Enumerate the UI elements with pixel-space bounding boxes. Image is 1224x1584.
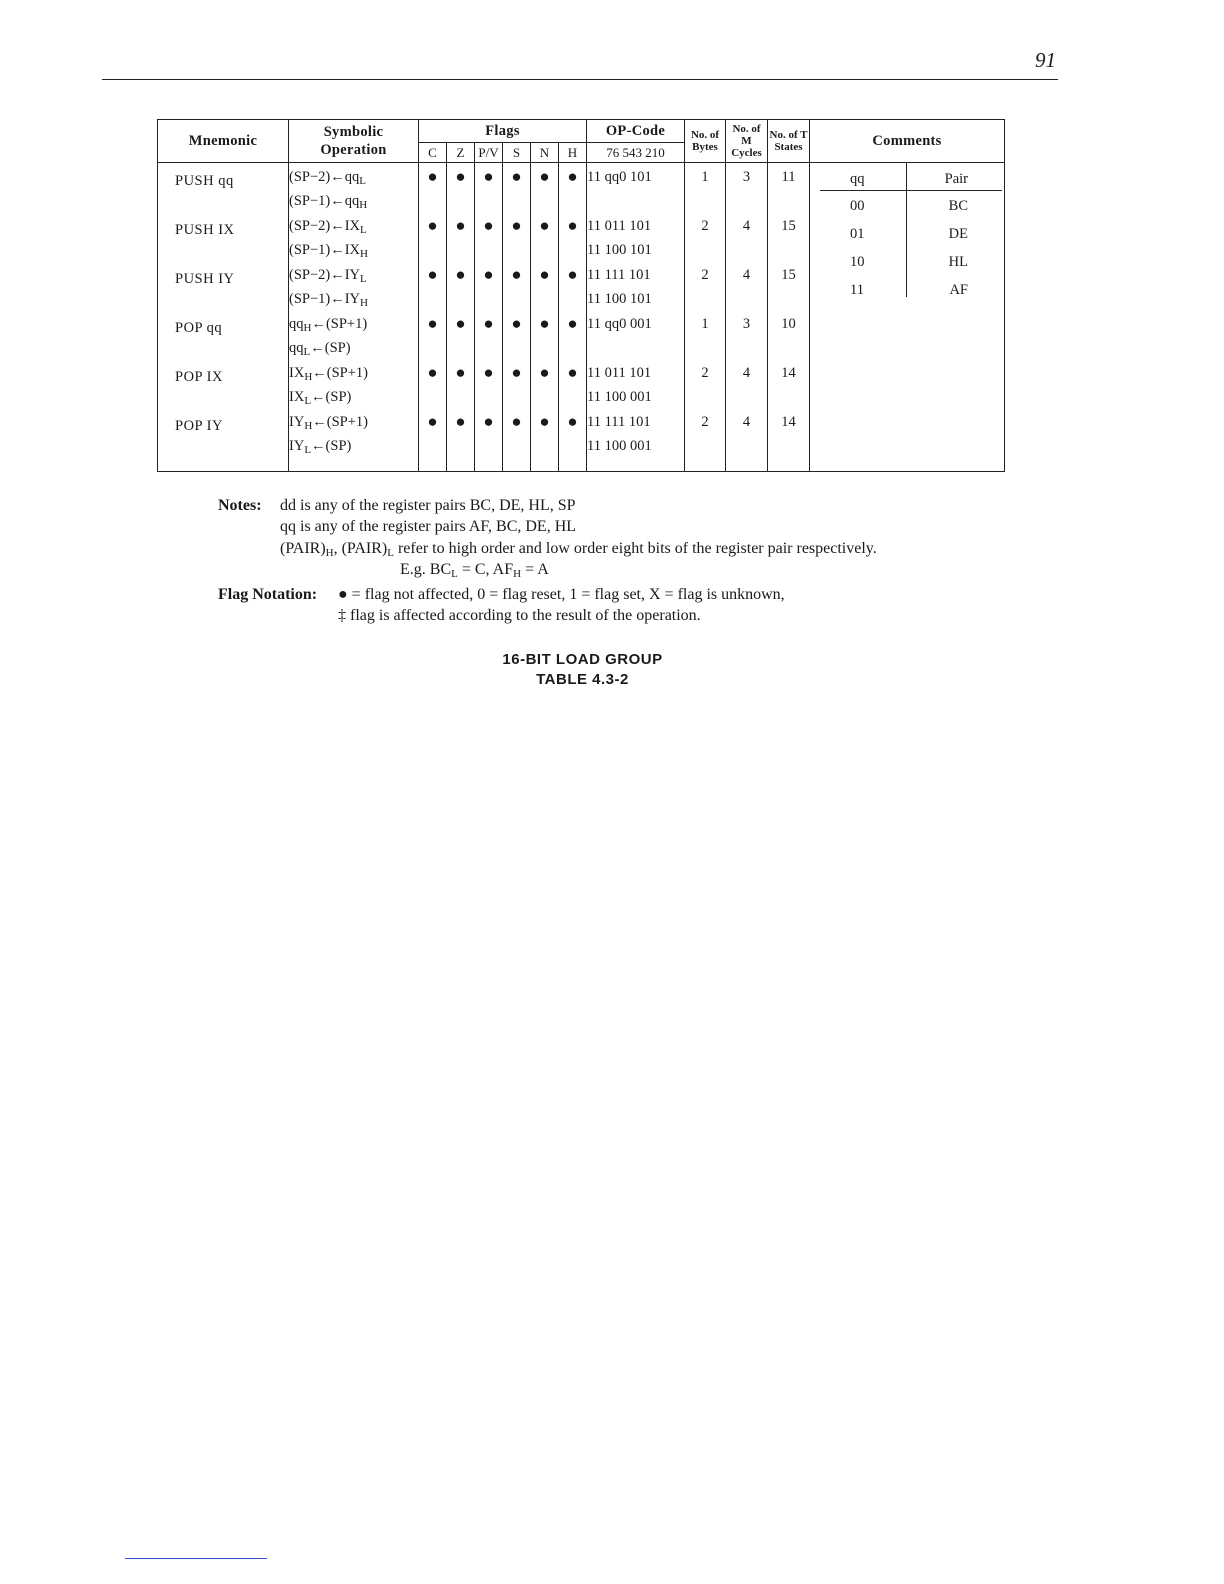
note-line-2: qq is any of the register pairs AF, BC, DE, HL [280, 518, 577, 535]
flag-group [503, 410, 530, 459]
m-cycles-column [726, 163, 768, 472]
mnemonic-group [175, 316, 288, 365]
instruction-table [157, 119, 1005, 472]
operation-group [289, 263, 418, 312]
bytes-value: 2 [701, 218, 709, 234]
flag-not-affected-icon: ● [567, 412, 578, 431]
flag-not-affected-icon: ● [539, 412, 550, 431]
m-group [726, 312, 767, 361]
opcode-line: 11 011 101 [587, 218, 652, 234]
m-group [726, 165, 767, 214]
bytes-value: 1 [701, 169, 709, 185]
opcode-line: 11 011 101 [587, 365, 652, 381]
flag-group [447, 361, 474, 410]
t-value: 14 [781, 365, 796, 381]
flag-not-affected-icon: ● [483, 412, 494, 431]
mnemonic-text: PUSH qq [175, 173, 234, 189]
t-group [768, 263, 809, 312]
header-comments: Comments [810, 120, 1005, 163]
qq-code: 11 [820, 275, 907, 297]
flag-group [475, 165, 502, 214]
flag-group [559, 263, 586, 312]
m-value: 3 [742, 316, 751, 332]
opcode-line: 11 100 001 [587, 389, 652, 406]
flag-group [559, 361, 586, 410]
flag-group [475, 263, 502, 312]
qq-code: 01 [820, 219, 907, 247]
t-value: 11 [781, 169, 796, 185]
flag-group [503, 361, 530, 410]
flag-not-affected-icon: ● [539, 265, 550, 284]
page-number: 91 [1035, 48, 1056, 72]
mnemonic-group [175, 218, 288, 267]
flag-group [419, 361, 446, 410]
flag-not-affected-icon: ● [455, 363, 466, 382]
flag-group [447, 263, 474, 312]
operation-group [289, 361, 418, 410]
flag-column-pv [475, 163, 503, 472]
bytes-value: 1 [701, 316, 709, 332]
t-value: 10 [781, 316, 796, 332]
bytes-group [685, 214, 725, 263]
flag-not-affected-icon: ● [427, 363, 438, 382]
flag-group [419, 165, 446, 214]
flag-not-affected-icon: ● [483, 363, 494, 382]
comments-column [810, 163, 1005, 472]
bytes-group [685, 165, 725, 214]
flag-group [559, 165, 586, 214]
header-opcode-bits: 76 543 210 [587, 143, 685, 163]
opcode-line: 11 100 001 [587, 438, 652, 455]
flag-not-affected-icon: ● [483, 314, 494, 333]
operation-line: $qq_H\leftarrow(SP+1)$ [289, 316, 368, 334]
m-group [726, 410, 767, 459]
header-symbolic-operation: Symbolic Operation [289, 120, 419, 163]
flag-group [531, 263, 558, 312]
table-caption [400, 650, 765, 690]
m-value: 4 [742, 414, 751, 430]
mnemonic-text: POP IX [175, 369, 223, 385]
flag-header-h: H [559, 143, 587, 163]
opcode-line: 11 111 101 [587, 414, 651, 430]
flag-group [531, 361, 558, 410]
flag-column-h [559, 163, 587, 472]
flag-group [559, 214, 586, 263]
flag-header-c: C [419, 143, 447, 163]
mnemonic-text: PUSH IX [175, 222, 235, 238]
operation-line: $(SP-1)\leftarrow qq_H$ [289, 193, 368, 212]
register-pair: DE [948, 226, 968, 242]
opcode-line: 11 100 101 [587, 291, 652, 308]
bytes-group [685, 410, 725, 459]
register-pair: BC [948, 198, 968, 214]
header-opcode: OP-Code [587, 120, 685, 143]
opcode-group [587, 361, 684, 410]
flag-group [503, 165, 530, 214]
flag-not-affected-icon: ● [511, 314, 522, 333]
m-value: 3 [742, 169, 751, 185]
flag-group [447, 312, 474, 361]
opcode-column [587, 163, 685, 472]
m-group [726, 214, 767, 263]
flag-group [447, 165, 474, 214]
flag-not-affected-icon: ● [427, 314, 438, 333]
register-pair: AF [949, 282, 968, 298]
flag-not-affected-icon: ● [455, 412, 466, 431]
flag-not-affected-icon: ● [483, 265, 494, 284]
operation-line: $(SP-2)\leftarrow IX_L$ [289, 218, 367, 236]
operation-line: $(SP-1)\leftarrow IY_H$ [289, 291, 368, 310]
opcode-group [587, 410, 684, 459]
opcode-line: 11 100 101 [587, 242, 652, 259]
flag-group [503, 263, 530, 312]
flag-group [475, 214, 502, 263]
note-line-4: E.g. $BC_L = C$, $AF_H = A$ [400, 561, 549, 580]
flag-not-affected-icon: ● [511, 363, 522, 382]
register-pair: HL [948, 254, 968, 270]
flag-group [559, 410, 586, 459]
operation-line: $(SP-2)\leftarrow IY_L$ [289, 267, 367, 285]
flag-not-affected-icon: ● [511, 216, 522, 235]
flag-not-affected-icon: ● [483, 167, 494, 186]
mnemonic-text: POP qq [175, 320, 223, 336]
operation-line: $IX_H\leftarrow(SP+1)$ [289, 365, 368, 383]
bytes-value: 2 [701, 365, 709, 381]
t-group [768, 361, 809, 410]
opcode-group [587, 312, 684, 361]
flag-not-affected-icon: ● [427, 216, 438, 235]
flag-not-affected-icon: ● [567, 314, 578, 333]
operation-group [289, 410, 418, 459]
flag-column-n [531, 163, 559, 472]
bytes-group [685, 312, 725, 361]
header-m-cycles: No. of M Cycles [726, 120, 768, 163]
note-line-1: dd is any of the register pairs BC, DE, HL, SP [280, 497, 576, 514]
operation-column [289, 163, 419, 472]
mnemonic-group [175, 267, 288, 316]
flag-not-affected-icon: ● [455, 314, 466, 333]
operation-group [289, 214, 418, 263]
bytes-group [685, 263, 725, 312]
flag-group [475, 312, 502, 361]
opcode-line: 11 111 101 [587, 267, 651, 283]
opcode-line [587, 189, 684, 213]
qq-pair-row [820, 219, 1002, 247]
flag-group [503, 312, 530, 361]
flag-not-affected-icon: ● [567, 265, 578, 284]
operation-line: $IX_L\leftarrow(SP)$ [289, 389, 352, 408]
operation-group [289, 165, 418, 214]
flag-group [475, 410, 502, 459]
t-group [768, 312, 809, 361]
qq-code: 10 [820, 247, 907, 275]
header-t-states: No. of T States [768, 120, 810, 163]
qq-header: qq [820, 163, 907, 190]
header-rule [102, 79, 1058, 80]
header-mnemonic: Mnemonic [158, 120, 289, 163]
mnemonic-text: POP IY [175, 418, 223, 434]
flag-group [447, 214, 474, 263]
qq-pair-row [820, 191, 1002, 219]
flag-not-affected-icon: ● [511, 265, 522, 284]
flag-not-affected-icon: ● [455, 167, 466, 186]
flag-group [419, 214, 446, 263]
opcode-group [587, 263, 684, 312]
flag-header-s: S [503, 143, 531, 163]
flag-column-s [503, 163, 531, 472]
qq-code: 00 [820, 191, 907, 219]
operation-line: $IY_L\leftarrow(SP)$ [289, 438, 352, 457]
flag-group [531, 312, 558, 361]
m-value: 4 [742, 365, 751, 381]
flag-not-affected-icon: ● [567, 216, 578, 235]
mnemonic-text: PUSH IY [175, 271, 235, 287]
mnemonic-column [158, 163, 289, 472]
opcode-line [587, 336, 684, 360]
flag-not-affected-icon: ● [455, 216, 466, 235]
caption-title: 16-BIT LOAD GROUP [502, 651, 663, 668]
flag-notation-line-2: ‡ flag is affected according to the result of the operation. [338, 607, 701, 624]
t-group [768, 410, 809, 459]
flag-column-z [447, 163, 475, 472]
m-group [726, 263, 767, 312]
operation-line: $(SP-2)\leftarrow qq_L$ [289, 169, 366, 187]
t-states-column [768, 163, 810, 472]
flag-group [475, 361, 502, 410]
opcode-line: 11 qq0 101 [587, 169, 652, 185]
flag-not-affected-icon: ● [539, 363, 550, 382]
qq-pair-row [820, 275, 1002, 303]
flag-column-c [419, 163, 447, 472]
flag-group [419, 410, 446, 459]
flag-notation-label: Flag Notation: [218, 586, 318, 603]
operation-line: $IY_H\leftarrow(SP+1)$ [289, 414, 368, 432]
footer-rule [125, 1558, 267, 1559]
flag-group [531, 165, 558, 214]
flag-notation-line-1: ● = flag not affected, 0 = flag reset, 1 = flag set, X = flag is unknown, [338, 586, 785, 603]
t-group [768, 214, 809, 263]
t-value: 15 [781, 218, 796, 234]
flag-group [503, 214, 530, 263]
m-group [726, 361, 767, 410]
qq-pair-header [820, 163, 1002, 191]
opcode-group [587, 165, 684, 214]
mnemonic-group [175, 169, 288, 218]
bytes-value: 2 [701, 267, 709, 283]
caption-subtitle: TABLE 4.3-2 [536, 671, 629, 688]
mnemonic-group [175, 365, 288, 414]
notes-label: Notes: [218, 497, 262, 514]
flag-not-affected-icon: ● [455, 265, 466, 284]
flag-group [419, 312, 446, 361]
m-value: 4 [742, 267, 751, 283]
qq-pair-table [820, 163, 1002, 303]
t-value: 15 [781, 267, 796, 283]
operation-line: $(SP-1)\leftarrow IX_H$ [289, 242, 368, 261]
flag-not-affected-icon: ● [427, 412, 438, 431]
flag-group [559, 312, 586, 361]
operation-line: $qq_L\leftarrow(SP)$ [289, 340, 351, 359]
bytes-column [685, 163, 726, 472]
flag-group [531, 214, 558, 263]
m-value: 4 [742, 218, 751, 234]
flag-not-affected-icon: ● [539, 216, 550, 235]
flag-not-affected-icon: ● [539, 314, 550, 333]
mnemonic-group [175, 414, 288, 463]
flag-not-affected-icon: ● [539, 167, 550, 186]
qq-pair-row [820, 247, 1002, 275]
t-group [768, 165, 809, 214]
flag-not-affected-icon: ● [483, 216, 494, 235]
flag-header-pv: P/V [475, 143, 503, 163]
flag-group [419, 263, 446, 312]
note-line-3: $(PAIR)_H$, $(PAIR)_L$ refer to high order and low order eight bits of the register pair respectively. [280, 540, 877, 559]
flag-header-n: N [531, 143, 559, 163]
flag-not-affected-icon: ● [567, 363, 578, 382]
t-value: 14 [781, 414, 796, 430]
operation-group [289, 312, 418, 361]
flag-group [531, 410, 558, 459]
header-bytes: No. of Bytes [685, 120, 726, 163]
bytes-group [685, 361, 725, 410]
header-flags: Flags [419, 120, 587, 143]
opcode-line: 11 qq0 001 [587, 316, 652, 332]
flag-not-affected-icon: ● [511, 167, 522, 186]
table-body [158, 163, 1005, 472]
flag-not-affected-icon: ● [567, 167, 578, 186]
flag-group [447, 410, 474, 459]
flag-not-affected-icon: ● [427, 265, 438, 284]
flag-not-affected-icon: ● [427, 167, 438, 186]
opcode-group [587, 214, 684, 263]
flag-header-z: Z [447, 143, 475, 163]
pair-header: Pair [944, 171, 968, 187]
flag-not-affected-icon: ● [511, 412, 522, 431]
bytes-value: 2 [701, 414, 709, 430]
